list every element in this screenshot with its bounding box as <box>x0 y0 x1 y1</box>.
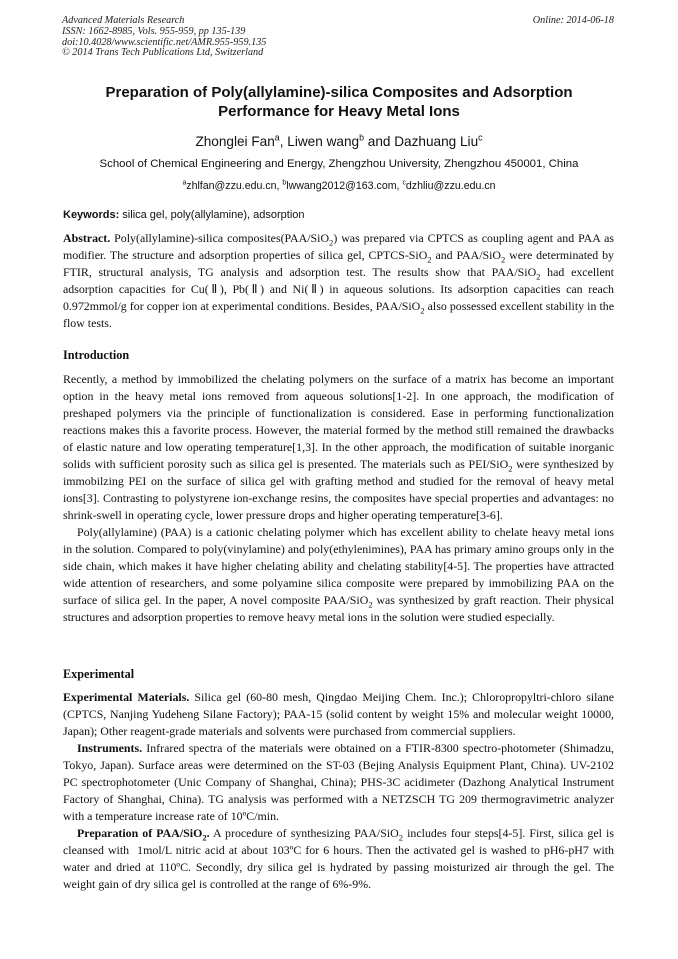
instruments-paragraph <box>63 740 614 825</box>
email-address[interactable]: dzhliu@zzu.edu.cn <box>405 180 496 192</box>
section-heading-experimental: Experimental <box>63 667 135 681</box>
doi-line: doi:10.4028/www.scientific.net/AMR.955-959.135 <box>62 36 267 48</box>
email-list: $^a$zhlfan@zzu.edu.cn, $^b$lwwang2012@163.com, $^c$dzhliu@zzu.edu.cn <box>182 179 496 192</box>
author-name: Liwen wang <box>287 134 360 149</box>
title-line-2: Performance for Heavy Metal Ions <box>218 103 460 120</box>
email-sup: b <box>282 179 287 187</box>
paper-title <box>40 83 638 121</box>
online-date: Online: 2014-06-18 <box>532 15 614 26</box>
exp-materials-label: Experimental Materials. <box>63 690 190 704</box>
instruments-label: Instruments. <box>77 741 143 755</box>
intro-paragraph-1: Recently, a method by immobilized the chelating polymers on the surface of a matrix has become an important option in the heavy metal ions removed from aqueous solutions[1-2]. In one approach, the modification of preshaped polymers via the principle of functionalization is considered. Ease in performing functionalization reactions makes this a favorite process. However, the material formed by the method still remained the drawbacks of elastic nature and low operating temperature[1,3]. In the other approach, the modification of suitable inorganic solids with sufficient porosity such as silica gel is presented. The materials such as PEI/SiO$_2$ were synthesized by immobilzing PEI on the surface of silica gel with grafting method and studied for the removal of heavy metal ions[3]. Contrasting to polystyrene ion-exchange resins, the composites have special properties and advantages: no shrink-swell in operating cycle, lower pressure drops and higher operating temperature[3-6]. <box>63 372 615 522</box>
preparation-label: Preparation of PAA/SiO$_2$. <box>77 826 210 843</box>
email-sup: a <box>182 179 187 187</box>
author-separator: , <box>279 134 288 149</box>
title-line-1: Preparation of Poly(allylamine)-silica Composites and Adsorption <box>105 84 573 101</box>
email-sup: c <box>402 179 406 187</box>
preparation-text: A procedure of synthesizing PAA/SiO$_2$ includes four steps[4-5]. First, silica gel is cleansed with 1mol/L nitric acid at about 103ºC for 6 hours. Then the activated gel is washed to pH6-pH7 with water and dried at 110ºC. Secondly, dry silica gel is hydrated by passing moisturized air through the gel. The weight gain of dry silica gel is controlled at the range of 6%-9%. <box>63 826 614 891</box>
email-address[interactable]: lwwang2012@163.com <box>286 180 397 192</box>
keywords <box>63 209 305 221</box>
author-list <box>40 134 638 149</box>
exp-materials-text: Silica gel (60-80 mesh, Qingdao Meijing Chem. Inc.); Chloropropyltri-chloro silane (CPTCS, Nanjing Yudeheng Silane Factory); PAA-15 (solid content by weight 15% and molecular weight 10000, Japan); Other reagent-grade materials and solvents were purchased from commercial suppliers. <box>63 690 614 738</box>
exp-materials-paragraph <box>63 689 614 740</box>
experimental-body <box>63 689 614 893</box>
affiliation: School of Chemical Engineering and Energy, Zhengzhou University, Zhengzhou 450001, China <box>99 158 579 170</box>
abstract <box>63 230 614 332</box>
author-and: and <box>364 134 395 149</box>
journal-header <box>62 16 266 59</box>
abstract-label: Abstract. <box>63 231 111 245</box>
author-sup: b <box>359 132 364 143</box>
keywords-text: silica gel, poly(allylamine), adsorption <box>119 209 305 221</box>
author-name: Zhonglei Fan <box>195 134 275 149</box>
issn-line: ISSN: 1662-8985, Vols. 955-959, pp 135-139 <box>62 25 246 37</box>
intro-paragraph-2: Poly(allylamine) (PAA) is a cationic chelating polymer which has excellent ability to chelate heavy metal ions in the solution. Compared to poly(vinylamine) and poly(ethylenimines), PAA has primary amino groups only in the side chain, which makes it have higher chelating ability and chelating stability[4-5]. The properties have attracted wide attention of researchers, and some polyamine silica composite were prepared by immobilizing PAA on the surface of silica gel. In the paper, A novel composite PAA/SiO$_2$ was synthesized by graft reaction. Their physical structures and adsorption properties to remove heavy metal ions in the solution were studied especially. <box>63 525 615 624</box>
author-sup: a <box>274 132 280 143</box>
author-sup: c <box>478 132 483 143</box>
instruments-text: Infrared spectra of the materials were obtained on a FTIR-8300 spectro-photometer (Shimadzu, Tokyo, Japan). Surface areas were determined on the ST-03 (Bejing Analysis Equipment Plant, China). UV-2102 PC spectrophotometer (Unic Company of Shanghai, China); PHS-3C acidimeter (Dazhong Analytical Instrument Factory of Shanghai, China). TG analysis was performed with a NETZSCH TG 209 thermogravimetric analyzer with a temperature increase rate of 10ºC/min. <box>63 741 614 823</box>
introduction-body <box>63 371 614 626</box>
preparation-paragraph <box>63 825 614 893</box>
section-heading-introduction: Introduction <box>63 348 130 362</box>
email-address[interactable]: zhlfan@zzu.edu.cn <box>186 180 277 192</box>
abstract-text: Poly(allylamine)-silica composites(PAA/SiO$_2$) was prepared via CPTCS as coupling agent and PAA as modifier. The structure and adsorption properties of silica gel, CPTCS-SiO$_2$ and PAA/SiO$_2$ were determinated by FTIR, structural analysis, TG analysis and adsorption test. The results show that PAA/SiO$_2$ had excellent adsorption capacities for Cu(Ⅱ), Pb(Ⅱ) and Ni(Ⅱ) in aqueous solutions. Its adsorption capacities can reach 0.972mmol/g for copper ion at experimental conditions. Besides, PAA/SiO$_2$ also possessed excellent stability in the flow tests. <box>63 231 614 330</box>
journal-name: Advanced Materials Research <box>62 15 185 26</box>
author-name: Dazhuang Liu <box>394 134 479 149</box>
keywords-label: Keywords: <box>63 209 120 221</box>
copyright-line: © 2014 Trans Tech Publications Ltd, Switzerland <box>62 47 264 59</box>
